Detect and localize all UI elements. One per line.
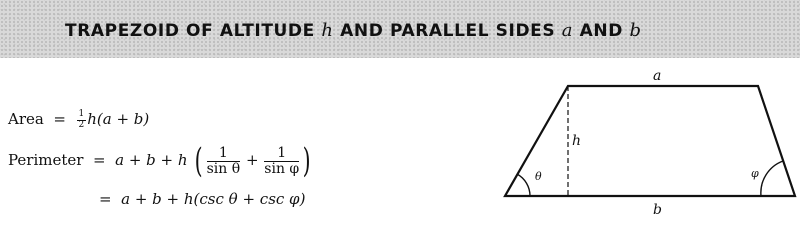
perimeter-line2-equals: =: [99, 190, 112, 208]
title-text-1: TRAPEZOID OF ALTITUDE: [65, 21, 315, 41]
area-frac-num: 1: [78, 109, 85, 120]
title-var-a: a: [561, 20, 574, 41]
perimeter-line2-expr: a + b + h(csc θ + csc φ): [121, 190, 306, 208]
label-h: h: [572, 133, 582, 149]
label-b: b: [653, 202, 662, 218]
frac1-num: 1: [207, 146, 241, 162]
right-paren: ): [302, 141, 311, 181]
area-equals: =: [53, 110, 66, 128]
frac2-den: sin φ: [264, 160, 300, 177]
phi-arc: [761, 161, 783, 196]
title-var-h: h: [321, 20, 334, 41]
perimeter-prefix: a + b + h: [115, 151, 188, 169]
label-phi: φ: [751, 167, 759, 180]
label-theta: θ: [535, 170, 542, 183]
left-paren: (: [194, 141, 203, 181]
area-expression: h(a + b): [87, 110, 150, 128]
frac1-den: sin θ: [206, 160, 241, 177]
title-text-2: AND PARALLEL SIDES: [340, 21, 556, 41]
perimeter-plus: +: [245, 151, 259, 169]
area-frac-den: 2: [78, 119, 85, 130]
frac2-num: 1: [264, 146, 299, 162]
title-text-3: AND: [579, 21, 623, 41]
title-var-b: b: [629, 20, 642, 41]
perimeter-label: Perimeter: [8, 151, 84, 169]
label-a: a: [653, 68, 662, 84]
perimeter-equals: =: [93, 151, 106, 169]
area-label: Area: [8, 110, 44, 128]
theta-arc: [517, 174, 530, 196]
